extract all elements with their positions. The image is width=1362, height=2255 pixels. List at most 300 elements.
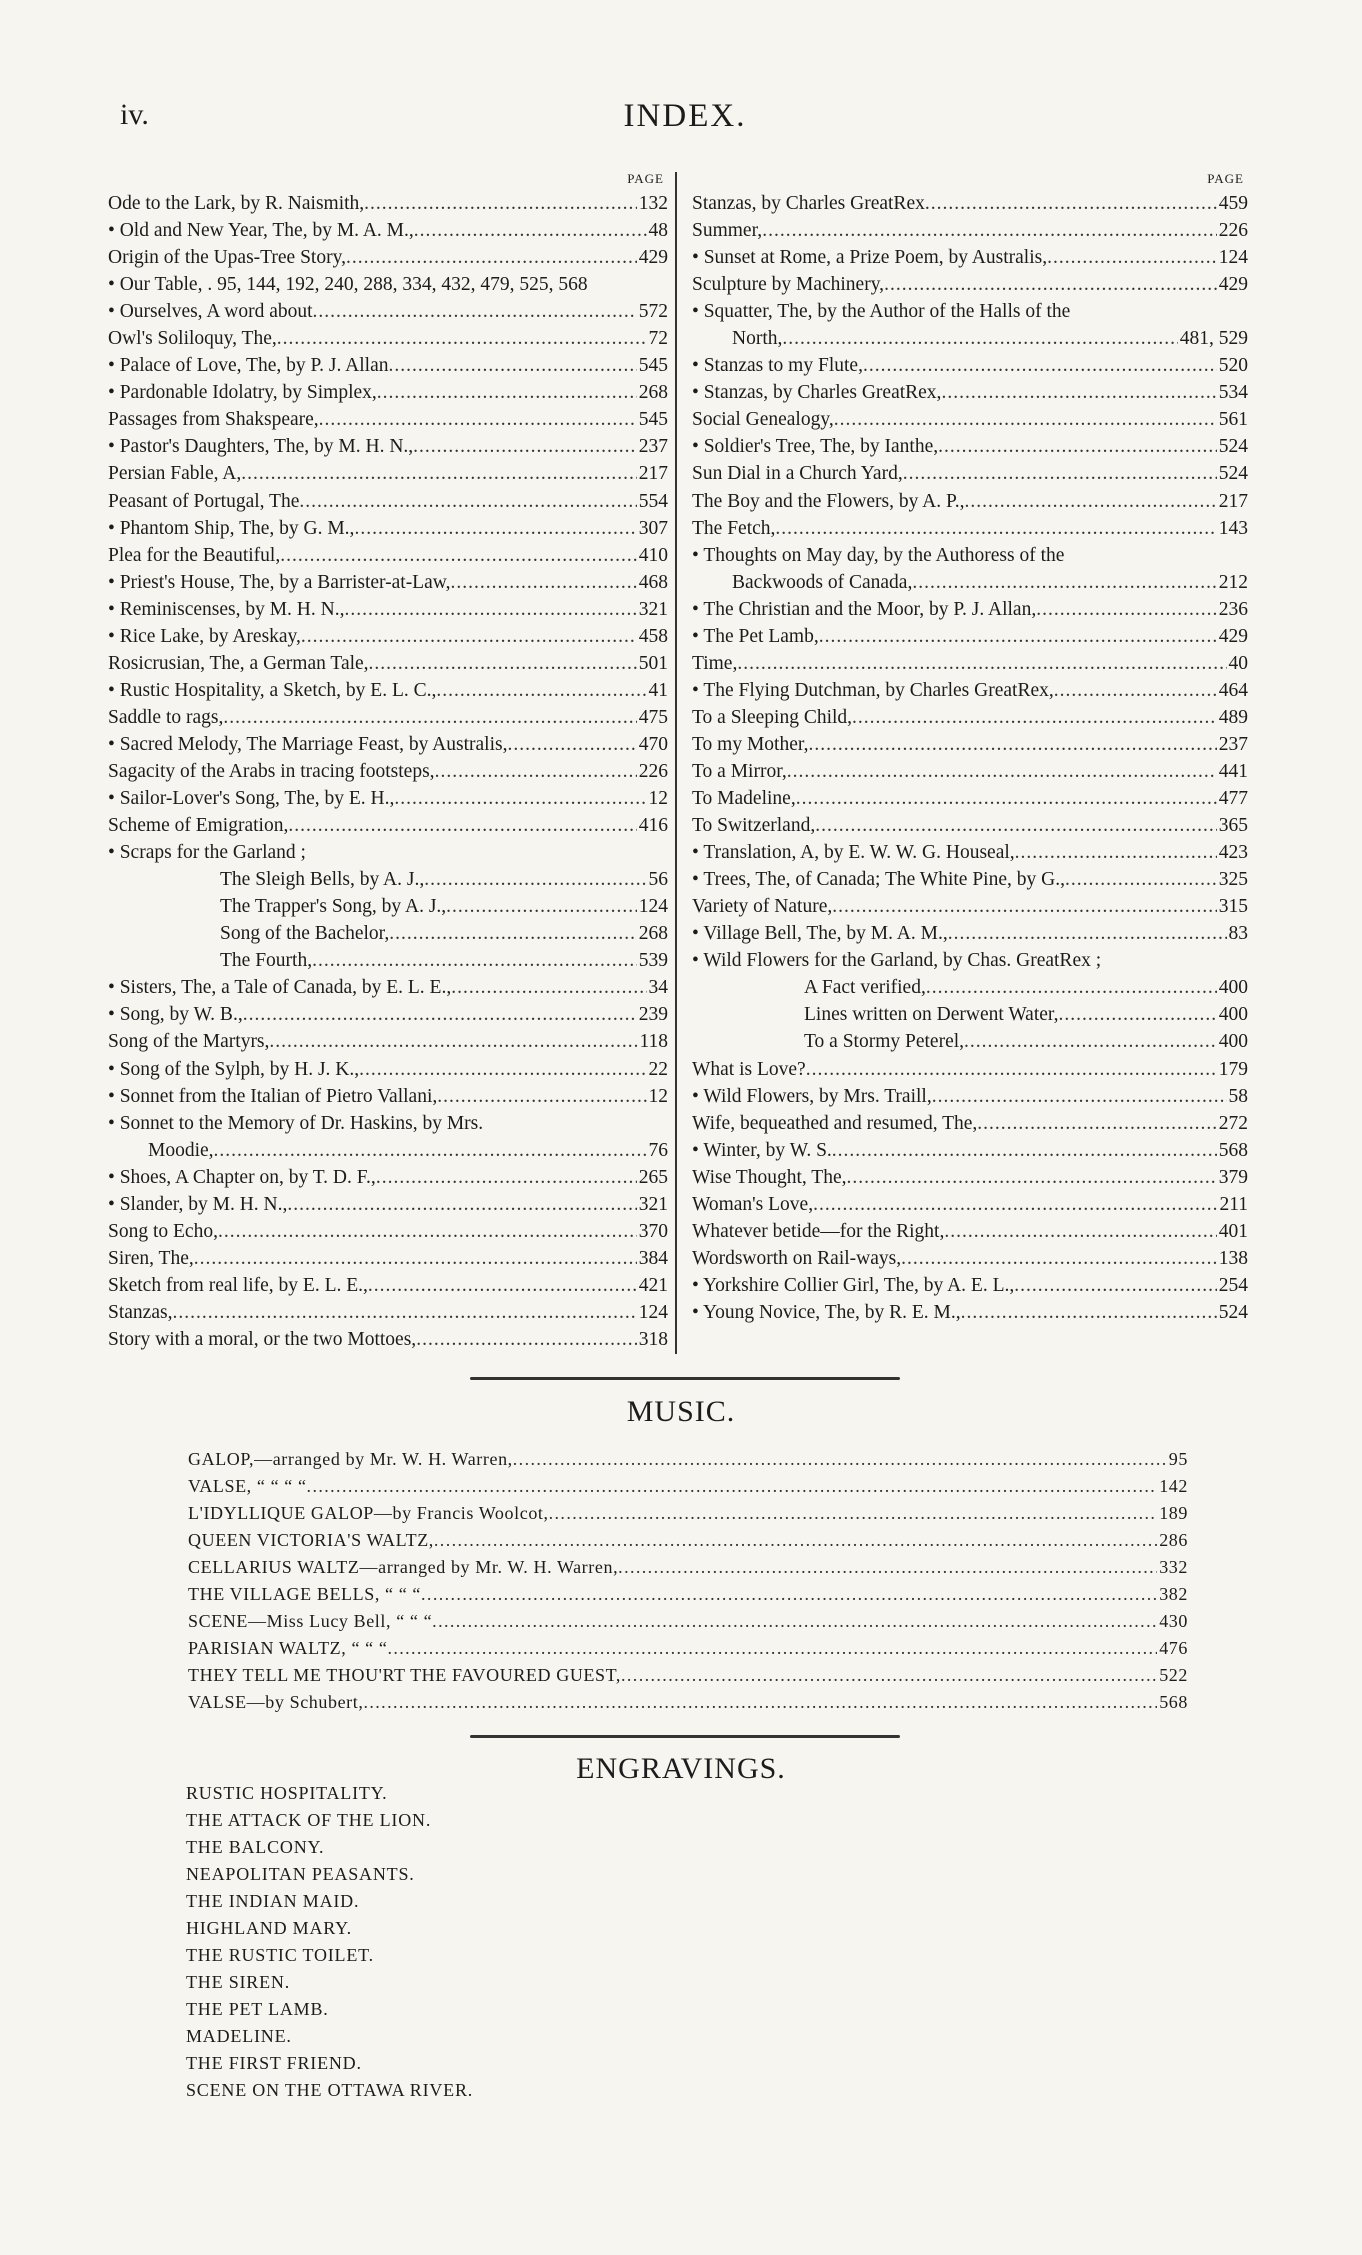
entry-title: Persian Fable, A,	[108, 463, 242, 485]
index-entry	[188, 1473, 1188, 1500]
index-entry	[692, 650, 1248, 677]
entry-title: To a Sleeping Child,	[692, 706, 853, 728]
entry-page: 534	[1218, 382, 1248, 404]
entry-title: • Stanzas to my Flute,	[692, 355, 863, 377]
index-entry	[692, 947, 1248, 974]
index-entry	[692, 866, 1248, 893]
entry-page: 400	[1218, 1004, 1248, 1026]
index-entry	[108, 974, 668, 1001]
dot-leader	[450, 569, 636, 596]
index-column-left	[108, 168, 668, 1353]
index-entry	[108, 406, 668, 433]
index-entry	[692, 352, 1248, 379]
dot-leader	[369, 650, 637, 677]
entry-page: 138	[1218, 1247, 1248, 1269]
entry-page: 401	[1218, 1220, 1248, 1242]
entry-page: 124	[638, 1301, 668, 1323]
index-entry	[108, 325, 668, 352]
entry-page: 423	[1218, 842, 1248, 864]
entry-page: 429	[1218, 625, 1248, 647]
entry-page: 315	[1218, 896, 1248, 918]
entry-title: • Priest's House, The, by a Barrister-at-Law,	[108, 571, 451, 593]
dot-leader	[301, 623, 637, 650]
entry-title: Saddle to rags,	[108, 706, 224, 728]
entry-title: Peasant of Portugal, The	[108, 490, 300, 512]
index-entry	[692, 1299, 1248, 1326]
dot-leader	[1036, 596, 1217, 623]
index-entry	[108, 488, 668, 515]
dot-leader	[948, 920, 1227, 947]
entry-title: • Young Novice, The, by R. E. M.,	[692, 1301, 961, 1323]
dot-leader	[782, 325, 1177, 352]
entry-title: The Sleigh Bells, by A. J.,	[220, 869, 425, 891]
dot-leader	[354, 515, 636, 542]
entry-title: To Madeline,	[692, 788, 796, 810]
index-entry	[692, 1191, 1248, 1218]
index-entry	[108, 1326, 668, 1353]
index-entry	[692, 596, 1248, 623]
entry-page: 12	[648, 1085, 668, 1107]
index-entry	[108, 433, 668, 460]
entry-title: THEY TELL ME THOU'RT THE FAVOURED GUEST,	[188, 1665, 621, 1685]
entry-title: Song to Echo,	[108, 1220, 218, 1242]
entry-page: 22	[648, 1058, 668, 1080]
index-entry	[188, 1689, 1188, 1716]
entry-page: 211	[1219, 1193, 1248, 1215]
entry-page: 239	[638, 1004, 668, 1026]
index-entry	[188, 1581, 1188, 1608]
dot-leader	[451, 974, 646, 1001]
entry-page: 118	[639, 1031, 668, 1053]
entry-title: • Winter, by W. S.	[692, 1139, 832, 1161]
entry-page: 430	[1159, 1611, 1188, 1631]
entry-title: Wise Thought, The,	[692, 1166, 847, 1188]
dot-leader	[513, 1446, 1167, 1473]
entry-page: 34	[648, 977, 668, 999]
page-number: iv.	[120, 98, 149, 131]
index-entry	[692, 623, 1248, 650]
entry-title: • Trees, The, of Canada; The White Pine, by G.,	[692, 869, 1065, 891]
entry-title: THE VILLAGE BELLS, “ “ “	[188, 1584, 422, 1604]
entry-title: • Scraps for the Garland ;	[108, 842, 306, 864]
entry-title: Whatever betide—for the Right,	[692, 1220, 945, 1242]
index-entry	[188, 1554, 1188, 1581]
running-head	[120, 98, 1250, 138]
entry-page: 464	[1218, 679, 1248, 701]
entry-page: 237	[1218, 733, 1248, 755]
entry-page: 268	[638, 382, 668, 404]
dot-leader	[368, 1272, 637, 1299]
index-entry	[108, 596, 668, 623]
index-entry	[692, 515, 1248, 542]
entry-page: 524	[1218, 463, 1248, 485]
entry-title: Plea for the Beautiful,	[108, 544, 281, 566]
index-entry	[108, 1191, 668, 1218]
index-entry	[692, 677, 1248, 704]
index-entry	[692, 812, 1248, 839]
entry-title: • Sonnet to the Memory of Dr. Haskins, by Mrs.	[108, 1112, 484, 1134]
entry-page: 476	[1159, 1638, 1188, 1658]
entry-title: • Thoughts on May day, by the Authoress of the	[692, 544, 1065, 566]
entry-title: Moodie,	[148, 1139, 214, 1161]
dot-leader	[977, 1110, 1216, 1137]
index-entry	[108, 515, 668, 542]
dot-leader	[819, 623, 1217, 650]
index-entry	[692, 569, 1248, 596]
entry-title: CELLARIUS WALTZ—arranged by Mr. W. H. Warren,	[188, 1557, 619, 1577]
dot-leader	[618, 1554, 1157, 1581]
entry-page: 332	[1159, 1557, 1188, 1577]
index-entry	[108, 1083, 668, 1110]
dot-leader	[299, 488, 636, 515]
index-entry	[692, 271, 1248, 298]
entry-title: • The Pet Lamb,	[692, 625, 819, 647]
dot-leader	[223, 704, 636, 731]
index-entry	[108, 839, 668, 866]
index-entry	[188, 1635, 1188, 1662]
dot-leader	[507, 731, 636, 758]
entry-page: 545	[638, 409, 668, 431]
dot-leader	[376, 1164, 637, 1191]
dot-leader	[1054, 677, 1217, 704]
index-entry	[692, 1028, 1248, 1055]
engravings-list	[186, 1780, 473, 2104]
dot-leader	[621, 1662, 1157, 1689]
entry-page: 384	[638, 1247, 668, 1269]
entry-title: Ode to the Lark, by R. Naismith,	[108, 193, 365, 214]
entry-title: The Boy and the Flowers, by A. P.,	[692, 490, 965, 512]
entry-page: 217	[1218, 490, 1248, 512]
dot-leader	[194, 1245, 637, 1272]
entry-title: Passages from Shakspeare,	[108, 409, 319, 431]
dot-leader	[806, 1056, 1217, 1083]
dot-leader	[416, 1326, 637, 1353]
entry-page: 83	[1228, 923, 1248, 945]
page-title: INDEX.	[623, 98, 747, 134]
dot-leader	[1015, 839, 1217, 866]
engraving-item: THE RUSTIC TOILET.	[186, 1945, 374, 1965]
entry-title: • Sonnet from the Italian of Pietro Vallani,	[108, 1085, 438, 1107]
engraving-item: MADELINE.	[186, 2026, 292, 2046]
entry-title: SCENE—Miss Lucy Bell, “ “ “	[188, 1611, 433, 1631]
entry-title: • Translation, A, by E. W. W. G. Houseal,	[692, 842, 1015, 864]
dot-leader	[359, 1056, 646, 1083]
entry-title: PARISIAN WALTZ, “ “ “	[188, 1638, 388, 1658]
dot-leader	[421, 1581, 1157, 1608]
entry-page: 429	[1218, 274, 1248, 296]
entry-title: VALSE—by Schubert,	[188, 1692, 364, 1712]
entry-title: Stanzas,	[108, 1301, 173, 1323]
index-entry	[692, 190, 1248, 217]
dot-leader	[846, 1164, 1216, 1191]
index-entry	[108, 1164, 668, 1191]
index-entry	[692, 974, 1248, 1001]
dot-leader	[280, 542, 637, 569]
entry-title: Variety of Nature,	[692, 896, 833, 918]
dot-leader	[926, 974, 1217, 1001]
entry-page: 379	[1218, 1166, 1248, 1188]
entry-title: • Ourselves, A word about	[108, 301, 313, 323]
entry-page: 268	[638, 923, 668, 945]
entry-page: 212	[1218, 571, 1248, 593]
column-divider	[675, 172, 677, 1354]
dot-leader	[344, 596, 636, 623]
entry-title: The Trapper's Song, by A. J.,	[220, 896, 447, 918]
entry-page: 286	[1159, 1530, 1188, 1550]
engraving-item: THE BALCONY.	[186, 1837, 325, 1857]
dot-leader	[775, 515, 1216, 542]
dot-leader	[964, 1028, 1217, 1055]
entry-page: 321	[638, 1193, 668, 1215]
entry-title: GALOP,—arranged by Mr. W. H. Warren,	[188, 1449, 513, 1469]
entry-title: • Palace of Love, The, by P. J. Allan	[108, 355, 389, 377]
index-entry	[108, 677, 668, 704]
dot-leader	[243, 1001, 637, 1028]
entry-page: 416	[638, 815, 668, 837]
entry-page: 132	[638, 193, 668, 214]
entry-title: Sagacity of the Arabs in tracing footsteps,	[108, 760, 435, 782]
entry-page: 475	[638, 706, 668, 728]
entry-title: Summer,	[692, 220, 763, 242]
index-entry	[108, 569, 668, 596]
entry-page: 56	[648, 869, 668, 891]
entry-title: Social Genealogy,	[692, 409, 834, 431]
index-entry	[108, 758, 668, 785]
entry-page: 72	[648, 328, 668, 350]
dot-leader	[389, 920, 636, 947]
dot-leader	[852, 704, 1217, 731]
entry-page: 40	[1228, 652, 1248, 674]
entry-title: Song of the Martyrs,	[108, 1031, 270, 1053]
index-entry	[692, 488, 1248, 515]
index-entry	[108, 542, 668, 569]
entry-page: 48	[648, 220, 668, 242]
dot-leader	[424, 866, 646, 893]
entry-title: • Slander, by M. H. N.,	[108, 1193, 288, 1215]
page-column-label: PAGE	[1207, 171, 1244, 186]
entry-page: 58	[1228, 1085, 1248, 1107]
entry-title: • The Christian and the Moor, by P. J. Allan,	[692, 598, 1037, 620]
engraving-item: THE PET LAMB.	[186, 1999, 329, 2019]
engraving-item: THE SIREN.	[186, 1972, 290, 1992]
entry-title: Rosicrusian, The, a German Tale,	[108, 652, 369, 674]
dot-leader	[312, 947, 637, 974]
index-entry	[692, 325, 1248, 352]
index-entry	[108, 190, 668, 217]
entry-title: Stanzas, by Charles GreatRex	[692, 193, 925, 214]
entry-page: 325	[1218, 869, 1248, 891]
entry-page: 124	[638, 896, 668, 918]
dot-leader	[549, 1500, 1158, 1527]
index-entry	[108, 298, 668, 325]
index-list-right	[692, 190, 1248, 1326]
index-entry	[692, 1110, 1248, 1137]
dot-leader	[241, 460, 637, 487]
entry-title: • Sunset at Rome, a Prize Poem, by Australis,	[692, 247, 1048, 269]
dot-leader	[214, 1137, 647, 1164]
index-entry	[692, 731, 1248, 758]
dot-leader	[432, 1608, 1157, 1635]
dot-leader	[413, 433, 637, 460]
entry-title: The Fourth,	[220, 950, 313, 972]
dot-leader	[218, 1218, 637, 1245]
index-entry	[108, 352, 668, 379]
entry-page: 458	[638, 625, 668, 647]
dot-leader	[436, 677, 646, 704]
dot-leader	[1047, 244, 1217, 271]
index-list-left	[108, 190, 668, 1353]
entry-page: 410	[638, 544, 668, 566]
dot-leader	[313, 298, 637, 325]
entry-title: • Wild Flowers, by Mrs. Traill,	[692, 1085, 932, 1107]
entry-title: • Rice Lake, by Areskay,	[108, 625, 301, 647]
index-entry	[108, 379, 668, 406]
entry-title: Scheme of Emigration,	[108, 815, 289, 837]
dot-leader	[307, 1473, 1158, 1500]
engraving-item: HIGHLAND MARY.	[186, 1918, 352, 1938]
entry-title: Lines written on Derwent Water,	[804, 1004, 1059, 1026]
entry-title: • Sacred Melody, The Marriage Feast, by Australis,	[108, 733, 508, 755]
entry-page: 572	[638, 301, 668, 323]
entry-title: Song of the Bachelor,	[220, 923, 390, 945]
dot-leader	[1059, 1001, 1217, 1028]
dot-leader	[815, 812, 1217, 839]
entry-title: • Sisters, The, a Tale of Canada, by E. L. E.,	[108, 977, 452, 999]
engraving-item: THE INDIAN MAID.	[186, 1891, 360, 1911]
entry-title: • Pardonable Idolatry, by Simplex,	[108, 382, 377, 404]
index-entry	[188, 1500, 1188, 1527]
index-entry	[692, 1218, 1248, 1245]
index-entry	[108, 920, 668, 947]
entry-page: 236	[1218, 598, 1248, 620]
dot-leader	[938, 433, 1217, 460]
index-entry	[692, 460, 1248, 487]
entry-title: Siren, The,	[108, 1247, 194, 1269]
index-entry	[692, 704, 1248, 731]
entry-title: Owl's Soliloquy, The,	[108, 328, 277, 350]
entry-page: 554	[638, 490, 668, 512]
dot-leader	[387, 1635, 1157, 1662]
entry-page: 400	[1218, 977, 1248, 999]
index-entry	[692, 758, 1248, 785]
entry-title: North,	[732, 328, 783, 350]
entry-page: 318	[638, 1328, 668, 1350]
entry-title: • Reminiscenses, by M. H. N.,	[108, 598, 345, 620]
index-entry	[692, 298, 1248, 325]
index-entry	[188, 1662, 1188, 1689]
entry-title: • Wild Flowers for the Garland, by Chas. GreatRex ;	[692, 950, 1102, 972]
entry-page: 95	[1168, 1449, 1188, 1469]
index-entry	[692, 1056, 1248, 1083]
index-entry	[108, 731, 668, 758]
index-column-right	[692, 168, 1248, 1326]
engraving-item: THE FIRST FRIEND.	[186, 2053, 362, 2073]
entry-title: To a Stormy Peterel,	[804, 1031, 965, 1053]
entry-title: • Song of the Sylph, by H. J. K.,	[108, 1058, 360, 1080]
dot-leader	[796, 785, 1217, 812]
entry-page: 489	[1218, 706, 1248, 728]
entry-page: 307	[638, 517, 668, 539]
entry-page: 568	[1218, 1139, 1248, 1161]
entry-page: 429	[638, 247, 668, 269]
dot-leader	[434, 1527, 1157, 1554]
dot-leader	[941, 379, 1216, 406]
dot-leader	[437, 1083, 646, 1110]
entry-title: QUEEN VICTORIA'S WALTZ,	[188, 1530, 434, 1550]
index-entry	[108, 866, 668, 893]
dot-leader	[912, 569, 1216, 596]
entry-page: 237	[638, 436, 668, 458]
entry-title: What is Love?	[692, 1058, 806, 1080]
entry-page: 189	[1159, 1503, 1188, 1523]
entry-title: • Squatter, The, by the Author of the Halls of the	[692, 301, 1071, 323]
entry-page: 226	[638, 760, 668, 782]
dot-leader	[363, 1689, 1157, 1716]
entry-title: Woman's Love,	[692, 1193, 814, 1215]
index-entry	[188, 1527, 1188, 1554]
index-entry	[692, 920, 1248, 947]
index-entry	[108, 1137, 668, 1164]
index-entry	[692, 406, 1248, 433]
index-entry	[692, 785, 1248, 812]
index-entry	[692, 839, 1248, 866]
index-entry	[108, 1028, 668, 1055]
entry-page: 400	[1218, 1031, 1248, 1053]
dot-leader	[961, 1299, 1217, 1326]
entry-page: 561	[1218, 409, 1248, 431]
index-entry	[108, 650, 668, 677]
dot-leader	[288, 812, 636, 839]
dot-leader	[364, 190, 637, 217]
dot-leader	[277, 325, 647, 352]
entry-page: 477	[1218, 788, 1248, 810]
entry-page: 470	[638, 733, 668, 755]
dot-leader	[944, 1218, 1216, 1245]
dot-leader	[414, 217, 647, 244]
entry-title: A Fact verified,	[804, 977, 926, 999]
index-entry	[108, 623, 668, 650]
entry-title: Sketch from real life, by E. L. E.,	[108, 1274, 368, 1296]
dot-leader	[863, 352, 1217, 379]
entry-page: 370	[638, 1220, 668, 1242]
entry-page: 41	[648, 679, 668, 701]
dot-leader	[172, 1299, 636, 1326]
dot-leader	[808, 731, 1216, 758]
entry-title: • Village Bell, The, by M. A. M.,	[692, 923, 948, 945]
dot-leader	[762, 217, 1217, 244]
index-entry	[108, 244, 668, 271]
entry-page: 265	[638, 1166, 668, 1188]
dot-leader	[287, 1191, 636, 1218]
dot-leader	[394, 785, 646, 812]
entry-title: • Yorkshire Collier Girl, The, by A. E. L.,	[692, 1274, 1015, 1296]
index-entry	[692, 1001, 1248, 1028]
index-entry	[188, 1608, 1188, 1635]
entry-title: Wife, bequeathed and resumed, The,	[692, 1112, 978, 1134]
engraving-item: THE ATTACK OF THE LION.	[186, 1810, 432, 1830]
entry-title: Story with a moral, or the two Mottoes,	[108, 1328, 417, 1350]
entry-page: 143	[1218, 517, 1248, 539]
entry-title: To Switzerland,	[692, 815, 816, 837]
entry-page: 382	[1159, 1584, 1188, 1604]
index-entry	[108, 1001, 668, 1028]
index-entry	[692, 244, 1248, 271]
entry-title: To my Mother,	[692, 733, 809, 755]
page-column-label: PAGE	[627, 171, 664, 186]
entry-title: Wordsworth on Rail-ways,	[692, 1247, 902, 1269]
entry-page: 568	[1159, 1692, 1188, 1712]
index-entry	[692, 1083, 1248, 1110]
